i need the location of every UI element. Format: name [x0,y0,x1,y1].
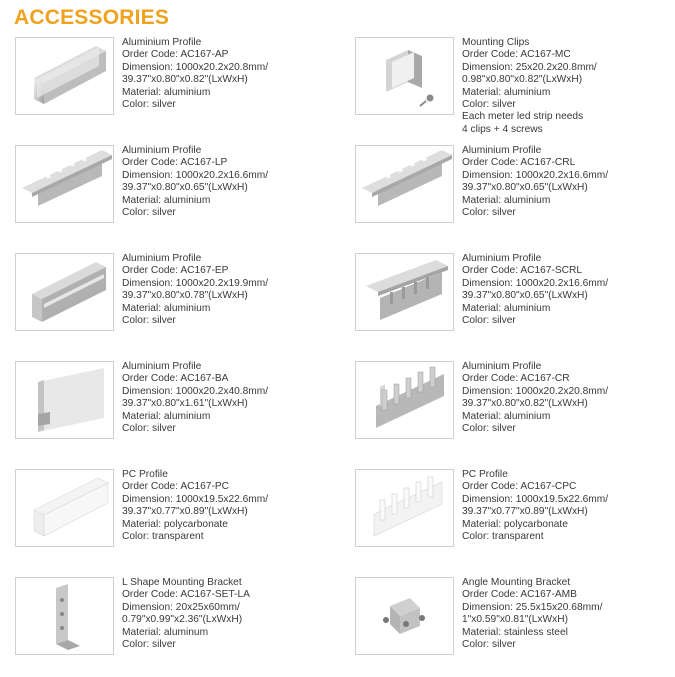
material: Material: aluminium [122,410,211,422]
color: Color: silver [122,99,176,111]
material: Material: aluminium [462,410,551,422]
product-name: Angle Mounting Bracket [462,577,571,588]
material: Material: polycarbonate [122,518,228,530]
flanged-profile-icon [15,145,114,223]
product-item [15,37,345,137]
dimension-imperial: 39.37"x0.80"x0.82"(LxWxH) [462,398,588,410]
material: Material: aluminium [462,302,551,314]
dimension-imperial: 0.79"x0.99"x2.36"(LxWxH) [122,614,243,626]
color: Color: silver [122,315,176,327]
dimension: Dimension: 1000x20.2x16.6mm/ [122,169,269,181]
product-name: PC Profile [462,469,508,480]
product-item [15,145,345,245]
angle-bracket-icon [355,577,454,655]
product-item [355,577,675,677]
pc-comb-icon [355,469,454,547]
dimension-imperial: 39.37"x0.80"x0.65"(LxWxH) [122,182,248,194]
product-item [355,145,675,245]
color: Color: silver [462,639,516,651]
product-item [15,577,345,677]
dimension-imperial: 1"x0.59"x0.81"(LxWxH) [462,614,568,626]
dimension: Dimension: 1000x20.2x16.6mm/ [462,277,609,289]
note: 4 clips + 4 screws [462,123,543,135]
product-item [355,469,675,569]
order-code: Order Code: AC167-LP [122,157,228,169]
note: Each meter led strip needs [462,111,584,123]
material: Material: aluminum [122,626,209,638]
order-code: Order Code: AC167-CPC [462,481,577,493]
color: Color: silver [462,99,516,111]
product-name: Aluminium Profile [122,37,202,48]
order-code: Order Code: AC167-EP [122,265,229,277]
product-item [15,469,345,569]
dimension: Dimension: 20x25x60mm/ [122,601,240,613]
dimension: Dimension: 1000x20.2x20.8mm/ [122,61,269,73]
material: Material: aluminium [122,194,211,206]
dimension-imperial: 39.37"x0.80"x1.61"(LxWxH) [122,398,248,410]
dimension: Dimension: 25.5x15x20.68mm/ [462,601,603,613]
comb-profile-icon [355,361,454,439]
dimension-imperial: 39.37"x0.77"x0.89"(LxWxH) [122,506,248,518]
product-name: Aluminium Profile [122,145,202,156]
dimension-imperial: 39.37"x0.80"x0.78"(LxWxH) [122,290,248,302]
dimension-imperial: 39.37"x0.77"x0.89"(LxWxH) [462,506,588,518]
color: Color: silver [122,207,176,219]
edge-profile-icon [15,253,114,331]
product-name: Aluminium Profile [462,253,542,264]
order-code: Order Code: AC167-AP [122,49,229,61]
dimension: Dimension: 1000x19.5x22.6mm/ [462,493,609,505]
product-item [15,253,345,353]
mounting-clip-icon [355,37,454,115]
color: Color: silver [122,423,176,435]
material: Material: aluminium [462,194,551,206]
product-item [355,361,675,461]
pc-channel-icon [15,469,114,547]
color: Color: transparent [462,531,544,543]
dimension: Dimension: 1000x20.2x19.9mm/ [122,277,269,289]
order-code: Order Code: AC167-PC [122,481,230,493]
order-code: Order Code: AC167-CR [462,373,570,385]
order-code: Order Code: AC167-SCRL [462,265,583,277]
color: Color: silver [462,207,516,219]
product-name: Aluminium Profile [462,145,542,156]
dimension: Dimension: 25x20.2x20.8mm/ [462,61,597,73]
u-channel-profile-icon [15,37,114,115]
product-name: Aluminium Profile [122,361,202,372]
material: Material: aluminium [122,302,211,314]
slotted-profile-icon [355,253,454,331]
material: Material: polycarbonate [462,518,568,530]
order-code: Order Code: AC167-AMB [462,589,577,601]
l-bracket-icon [15,577,114,655]
product-name: L Shape Mounting Bracket [122,577,242,588]
material: Material: aluminium [122,86,211,98]
material: Material: aluminium [462,86,551,98]
dimension: Dimension: 1000x20.2x16.6mm/ [462,169,609,181]
order-code: Order Code: AC167-BA [122,373,229,385]
dimension: Dimension: 1000x20.2x40.8mm/ [122,385,269,397]
product-name: Aluminium Profile [462,361,542,372]
color: Color: silver [122,639,176,651]
flanged-profile-icon [355,145,454,223]
product-name: PC Profile [122,469,168,480]
dimension-imperial: 39.37"x0.80"x0.65"(LxWxH) [462,182,588,194]
order-code: Order Code: AC167-SET-LA [122,589,250,601]
page-title: ACCESSORIES [14,6,170,29]
material: Material: stainless steel [462,626,568,638]
order-code: Order Code: AC167-CRL [462,157,576,169]
dimension-imperial: 39.37"x0.80"x0.82"(LxWxH) [122,74,248,86]
order-code: Order Code: AC167-MC [462,49,571,61]
product-name: Aluminium Profile [122,253,202,264]
dimension-imperial: 39.37"x0.80"x0.65"(LxWxH) [462,290,588,302]
dimension: Dimension: 1000x19.5x22.6mm/ [122,493,269,505]
product-item [355,253,675,353]
dimension: Dimension: 1000x20.2x20.8mm/ [462,385,609,397]
wall-profile-icon [15,361,114,439]
dimension-imperial: 0.98"x0.80"x0.82"(LxWxH) [462,74,583,86]
color: Color: silver [462,423,516,435]
color: Color: transparent [122,531,204,543]
product-name: Mounting Clips [462,37,530,48]
color: Color: silver [462,315,516,327]
product-item [15,361,345,461]
product-item [355,37,675,137]
